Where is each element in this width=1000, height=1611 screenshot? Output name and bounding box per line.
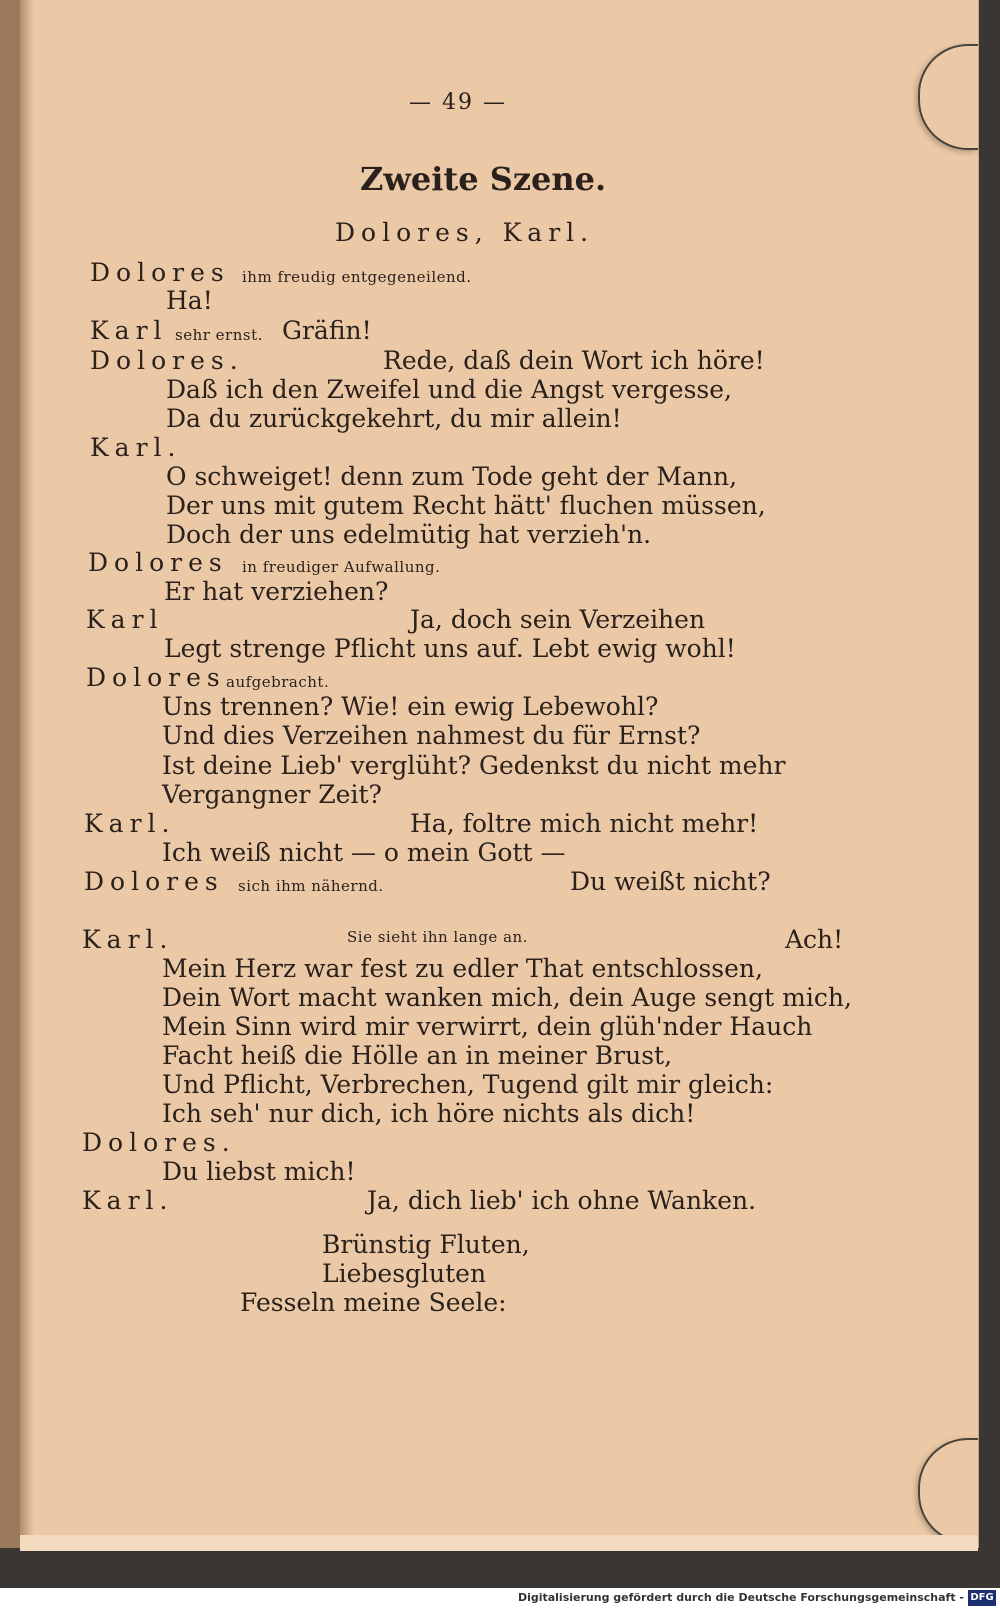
verse-line: Doch der uns edelmütig hat verzieh'n. bbox=[166, 520, 652, 549]
speaker-name: Karl bbox=[86, 605, 164, 634]
stage-direction: ihm freudig entgegeneilend. bbox=[242, 268, 472, 286]
verse-line: Ha, foltre mich nicht mehr! bbox=[410, 809, 759, 838]
scene-characters: Dolores, Karl. bbox=[335, 218, 595, 247]
verse-line: Uns trennen? Wie! ein ewig Lebewohl? bbox=[162, 692, 659, 721]
speaker-name: Karl. bbox=[82, 1186, 174, 1215]
speaker-name: Dolores bbox=[90, 258, 230, 287]
speaker-name: Dolores. bbox=[90, 346, 244, 375]
speaker-name: Dolores bbox=[88, 548, 228, 577]
verse-line: Und Pflicht, Verbrechen, Tugend gilt mir gleich: bbox=[162, 1070, 774, 1099]
speaker-name: Karl. bbox=[82, 925, 174, 954]
verse-line: Ja, dich lieb' ich ohne Wanken. bbox=[367, 1186, 757, 1215]
stage-direction: in freudiger Aufwallung. bbox=[242, 558, 441, 576]
page-number: — 49 — bbox=[409, 90, 507, 115]
book-binding-edge bbox=[0, 0, 20, 1548]
verse-line: Gräfin! bbox=[282, 316, 372, 345]
verse-line: O schweiget! denn zum Tode geht der Mann, bbox=[166, 462, 738, 491]
stage-direction: sehr ernst. bbox=[175, 326, 263, 344]
verse-line: Du liebst mich! bbox=[162, 1157, 356, 1186]
verse-line: Ja, doch sein Verzeihen bbox=[410, 605, 706, 634]
speaker-name: Karl. bbox=[90, 433, 182, 462]
verse-line: Ha! bbox=[166, 286, 213, 315]
stage-direction: Sie sieht ihn lange an. bbox=[347, 928, 528, 946]
speaker-name: Dolores bbox=[84, 867, 224, 896]
verse-line: Ach! bbox=[785, 925, 844, 954]
page-bottom-edge bbox=[20, 1535, 978, 1551]
speaker-name: Dolores. bbox=[82, 1128, 236, 1157]
verse-line: Facht heiß die Hölle an in meiner Brust, bbox=[162, 1041, 673, 1070]
scene-title: Zweite Szene. bbox=[360, 160, 607, 198]
verse-line: Daß ich den Zweifel und die Angst vergesse, bbox=[166, 375, 732, 404]
verse-line: Ist deine Lieb' verglüht? Gedenkst du nicht mehr bbox=[162, 751, 786, 780]
verse-line: Dein Wort macht wanken mich, dein Auge sengt mich, bbox=[162, 983, 852, 1012]
stage-direction: aufgebracht. bbox=[226, 673, 330, 691]
speaker-name: Dolores bbox=[86, 663, 226, 692]
verse-line: Der uns mit gutem Recht hätt' fluchen müssen, bbox=[166, 491, 766, 520]
page-fold-shadow bbox=[20, 0, 34, 1548]
verse-line: Brünstig Fluten, bbox=[322, 1230, 530, 1259]
footer-bar bbox=[0, 1588, 1000, 1611]
verse-line: Mein Sinn wird mir verwirrt, dein glüh'nder Hauch bbox=[162, 1012, 813, 1041]
verse-line: Mein Herz war fest zu edler That entschlossen, bbox=[162, 954, 763, 983]
verse-line: Fesseln meine Seele: bbox=[240, 1288, 507, 1317]
stage-direction: sich ihm nähernd. bbox=[238, 877, 384, 895]
dfg-logo: DFG bbox=[968, 1590, 996, 1606]
verse-line: Vergangner Zeit? bbox=[162, 780, 382, 809]
verse-line: Liebesgluten bbox=[322, 1259, 487, 1288]
footer-funding-note: Digitalisierung gefördert durch die Deutsche Forschungsgemeinschaft - bbox=[517, 1591, 964, 1604]
verse-line: Ich seh' nur dich, ich höre nichts als dich! bbox=[162, 1099, 696, 1128]
speaker-name: Karl bbox=[90, 316, 168, 345]
verse-line: Legt strenge Pflicht uns auf. Lebt ewig wohl! bbox=[164, 634, 736, 663]
speaker-name: Karl. bbox=[84, 809, 176, 838]
verse-line: Du weißt nicht? bbox=[570, 867, 771, 896]
verse-line: Und dies Verzeihen nahmest du für Ernst? bbox=[162, 721, 701, 750]
verse-line: Ich weiß nicht — o mein Gott — bbox=[162, 838, 566, 867]
verse-line: Da du zurückgekehrt, du mir allein! bbox=[166, 404, 622, 433]
verse-line: Rede, daß dein Wort ich höre! bbox=[383, 346, 765, 375]
verse-line: Er hat verziehen? bbox=[164, 577, 389, 606]
